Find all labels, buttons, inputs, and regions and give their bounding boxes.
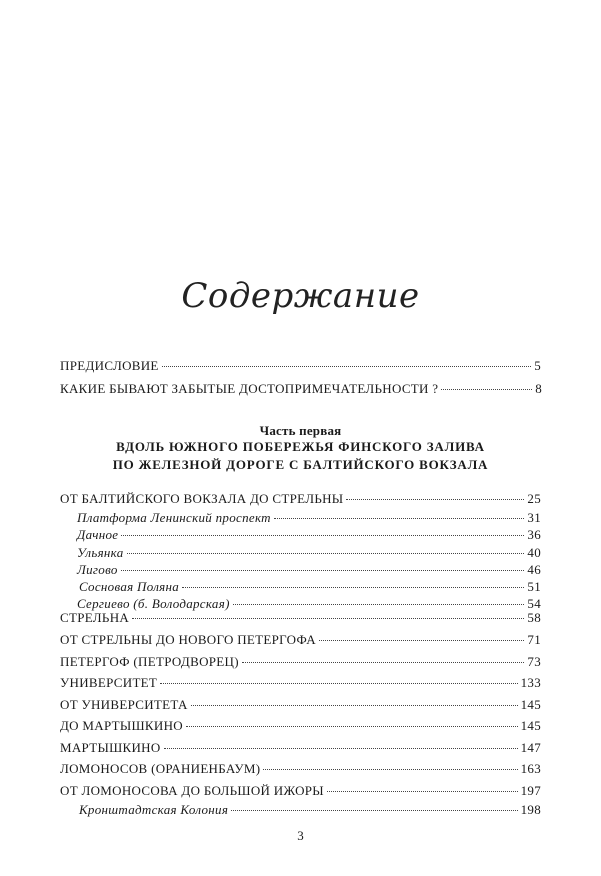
- toc-entry-page: 51: [527, 579, 541, 594]
- toc-entry[interactable]: [60, 675, 541, 691]
- dot-leader: [346, 499, 524, 500]
- toc-entry-label: ЛОМОНОСОВ (ОРАНИЕНБАУМ): [60, 761, 261, 776]
- dot-leader: [263, 769, 517, 770]
- toc-entry-label: ОТ УНИВЕРСИТЕТА: [60, 697, 188, 712]
- toc-entry-label: ПРЕДИСЛОВИЕ: [60, 358, 159, 373]
- toc-entry-label: Дачное: [77, 527, 119, 542]
- toc-entry-label: Сергиево (б. Володарская): [77, 596, 230, 611]
- toc-entry[interactable]: [60, 610, 541, 626]
- dot-leader: [231, 810, 517, 811]
- toc-entry-page: 58: [527, 610, 541, 625]
- page-number: 3: [297, 828, 304, 843]
- toc-entry-page: 145: [520, 697, 541, 712]
- toc-entry[interactable]: [60, 761, 541, 777]
- toc-entry[interactable]: [60, 783, 541, 799]
- toc-entry-page: 31: [527, 510, 541, 525]
- page-title: Содержание: [181, 276, 420, 316]
- toc-entry-forgotten-sights[interactable]: [60, 381, 542, 397]
- dot-leader: [160, 683, 517, 684]
- toc-entry-label: Сосновая Поляна: [79, 579, 180, 594]
- toc-subentry[interactable]: [79, 579, 541, 595]
- dot-leader: [242, 662, 525, 663]
- dot-leader: [182, 587, 524, 588]
- toc-subentry[interactable]: [77, 527, 541, 543]
- toc-entry-page: 46: [527, 562, 541, 577]
- toc-entry[interactable]: [60, 718, 541, 734]
- toc-entry-page: 36: [527, 527, 541, 542]
- dot-leader: [164, 748, 518, 749]
- part-heading: Часть первая: [259, 423, 342, 438]
- toc-entry-page: 145: [520, 718, 541, 733]
- toc-entry-page: 133: [520, 675, 541, 690]
- toc-entry-page: 8: [535, 381, 542, 396]
- dot-leader: [441, 389, 532, 390]
- toc-entry[interactable]: [60, 654, 541, 670]
- toc-entry-page: 197: [520, 783, 541, 798]
- toc-subentry[interactable]: [77, 510, 541, 526]
- toc-entry-label: Платформа Ленинский проспект: [77, 510, 271, 525]
- toc-subentry[interactable]: [77, 562, 541, 578]
- toc-entry-page: 163: [520, 761, 541, 776]
- toc-entry-label: Кронштадтская Колония: [79, 802, 229, 817]
- toc-entry-page: 54: [527, 596, 541, 611]
- toc-entry-label: ПЕТЕРГОФ (ПЕТРОДВОРЕЦ): [60, 654, 239, 669]
- dot-leader: [191, 705, 518, 706]
- toc-entry[interactable]: [60, 632, 541, 648]
- toc-entry-label: Лигово: [77, 562, 118, 577]
- toc-entry-label: Ульянка: [77, 545, 124, 560]
- dot-leader: [162, 366, 532, 367]
- toc-entry-label: ДО МАРТЫШКИНО: [60, 718, 183, 733]
- dot-leader: [121, 535, 524, 536]
- dot-leader: [132, 618, 524, 619]
- toc-entry[interactable]: [60, 697, 541, 713]
- dot-leader: [327, 791, 518, 792]
- toc-entry-label: УНИВЕРСИТЕТ: [60, 675, 158, 690]
- toc-entry-page: 25: [527, 491, 541, 506]
- dot-leader: [127, 553, 525, 554]
- toc-entry[interactable]: [60, 491, 541, 507]
- toc-entry[interactable]: [60, 740, 541, 756]
- toc-entry-label: СТРЕЛЬНА: [60, 610, 130, 625]
- toc-entry-page: 71: [527, 632, 541, 647]
- dot-leader: [233, 604, 525, 605]
- toc-subentry[interactable]: [79, 802, 541, 818]
- toc-entry-preface[interactable]: [60, 358, 541, 374]
- part-title-line-2: ПО ЖЕЛЕЗНОЙ ДОРОГЕ С БАЛТИЙСКОГО ВОКЗАЛА: [112, 457, 489, 472]
- toc-entry-page: 5: [534, 358, 541, 373]
- dot-leader: [186, 726, 518, 727]
- toc-entry-label: ОТ ЛОМОНОСОВА ДО БОЛЬШОЙ ИЖОРЫ: [60, 783, 324, 798]
- toc-entry-label: МАРТЫШКИНО: [60, 740, 161, 755]
- toc-entry-label: ОТ БАЛТИЙСКОГО ВОКЗАЛА ДО СТРЕЛЬНЫ: [60, 491, 344, 506]
- toc-entry-page: 73: [527, 654, 541, 669]
- part-title-line-1: ВДОЛЬ ЮЖНОГО ПОБЕРЕЖЬЯ ФИНСКОГО ЗАЛИВА: [116, 439, 485, 454]
- toc-subentry[interactable]: [77, 545, 541, 561]
- toc-entry-label: КАКИЕ БЫВАЮТ ЗАБЫТЫЕ ДОСТОПРИМЕЧАТЕЛЬНОСТИ ?: [60, 381, 439, 396]
- toc-entry-page: 40: [527, 545, 541, 560]
- dot-leader: [274, 518, 525, 519]
- dot-leader: [319, 640, 524, 641]
- dot-leader: [121, 570, 525, 571]
- toc-entry-page: 147: [520, 740, 541, 755]
- toc-entry-label: ОТ СТРЕЛЬНЫ ДО НОВОГО ПЕТЕРГОФА: [60, 632, 316, 647]
- toc-entry-page: 198: [520, 802, 541, 817]
